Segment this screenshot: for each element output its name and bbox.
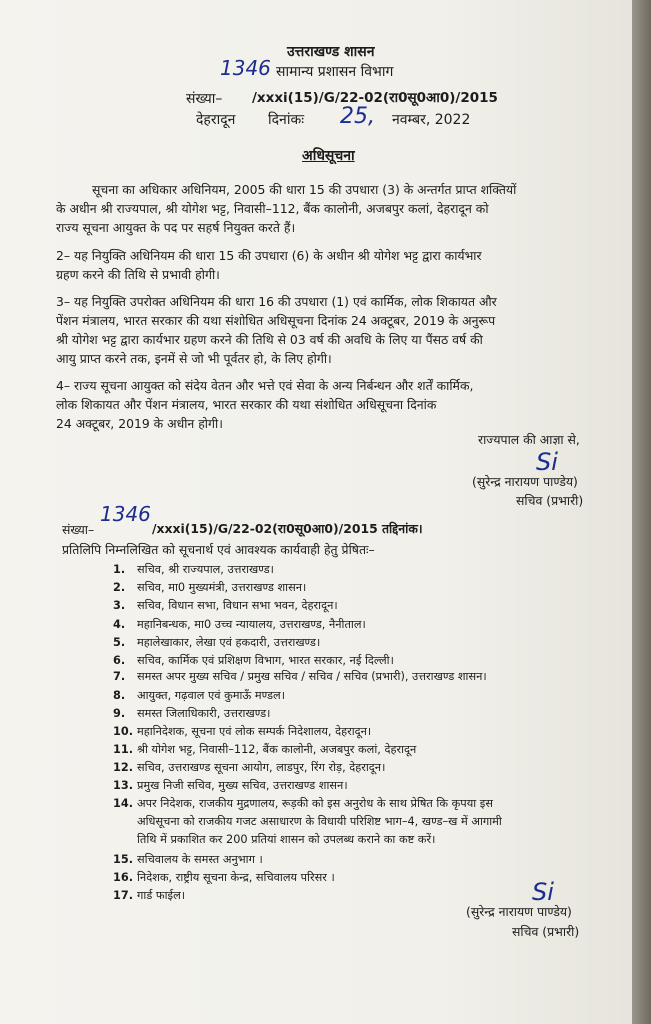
para4-line2: लोक शिकायत और पेंशन मंत्रालय, भारत सरकार की यथा संशोधित अधिसूचना दिनांक [56, 397, 437, 412]
list-item-number: 11. [113, 743, 134, 756]
list-item [113, 580, 306, 595]
signatory-name-2: (सुरेन्द्र नारायण पाण्डेय) [466, 904, 572, 919]
notification-title: अधिसूचना [302, 148, 355, 164]
list-item-number: 8. [113, 689, 126, 702]
list-item [113, 617, 366, 632]
list-item [113, 562, 274, 577]
department-heading: सामान्य प्रशासन विभाग [276, 64, 394, 80]
copy-intro: प्रतिलिपि निम्नलिखित को सूचनार्थ एवं आवश्यक कार्यवाही हेतु प्रेषितः– [62, 542, 375, 557]
list-item-text: सचिव, कार्मिक एवं प्रशिक्षण विभाग, भारत सरकार, नई दिल्ली। [137, 654, 394, 667]
copy-number-label: संख्या– [62, 522, 95, 537]
para3-line4: आयु प्राप्त करने तक, इनमें से जो भी पूर्वतर हो, के लिए होगी। [56, 351, 332, 366]
para2-line1: 2– यह नियुक्ति अधिनियम की धारा 15 की उपधारा (6) के अधीन श्री योगेश भट्ट द्वारा कार्यभार [56, 248, 482, 263]
page-edge [632, 0, 651, 1024]
list-item [113, 635, 320, 650]
signatory-designation: सचिव (प्रभारी) [516, 493, 584, 508]
list-item-number: 15. [113, 853, 134, 866]
list-item-text: तिथि में प्रकाशित कर 200 प्रतियां शासन को उपलब्ध कराने का कष्ट करें। [137, 833, 436, 846]
signatory-name: (सुरेन्द्र नारायण पाण्डेय) [472, 474, 578, 489]
list-item-text: निदेशक, राष्ट्रीय सूचना केन्द्र, सचिवालय परिसर । [137, 871, 335, 884]
list-item-number: 12. [113, 761, 134, 774]
order-number: /xxxi(15)/G/22-02(रा0सू0आ0)/2015 [252, 90, 498, 106]
list-item [113, 796, 493, 811]
copy-order-number: /xxxi(15)/G/22-02(रा0सू0आ0)/2015 तद्दिनांक। [152, 521, 423, 536]
list-item [113, 778, 348, 793]
para4-line1: 4– राज्य सूचना आयुक्त को संदेय वेतन और भत्ते एवं सेवा के अन्य निर्बन्धन और शर्तें कार्मिक, [56, 378, 474, 393]
list-item-text: गार्ड फाईल। [137, 889, 186, 902]
list-item [113, 724, 371, 739]
list-item-number: 16. [113, 871, 134, 884]
list-item-text: सचिव, मा0 मुख्यमंत्री, उत्तराखण्ड शासन। [137, 581, 307, 594]
number-label: संख्या– [186, 91, 223, 107]
list-item-text: सचिवालय के समस्त अनुभाग । [137, 853, 263, 866]
handwritten-date: 25, [340, 104, 375, 129]
list-item-number: 7. [113, 670, 126, 683]
list-item-text: श्री योगेश भट्ट, निवासी–112, बैंक कालोनी, अजबपुर कलां, देहरादून [137, 743, 417, 756]
list-item [113, 852, 263, 867]
list-item-text: सचिव, विधान सभा, विधान सभा भवन, देहरादून। [137, 599, 338, 612]
date-label: दिनांकः [268, 112, 305, 128]
list-item-number: 6. [113, 654, 126, 667]
list-item-text: अधिसूचना को राजकीय गजट असाधारण के विधायी परिशिष्ट भाग–4, खण्ड–ख में आगामी [137, 815, 502, 828]
list-item [113, 669, 487, 684]
list-item-number: 4. [113, 618, 126, 631]
list-item-number: 5. [113, 636, 126, 649]
list-item-number: 17. [113, 889, 134, 902]
para1-line1: सूचना का अधिकार अधिनियम, 2005 की धारा 15 की उपधारा (3) के अन्तर्गत प्राप्त शक्तियों [92, 182, 517, 197]
list-item [113, 706, 270, 721]
para3-line3: श्री योगेश भट्ट द्वारा कार्यभार ग्रहण करने की तिथि से 03 वर्ष की अवधि के लिए या पैंसठ वर्ष की [56, 332, 483, 347]
para4-line3: 24 अक्टूबर, 2019 के अधीन होगी। [56, 416, 223, 431]
list-item-text: सचिव, श्री राज्यपाल, उत्तराखण्ड। [137, 563, 274, 576]
list-item [113, 760, 385, 775]
list-item-number: 9. [113, 707, 126, 720]
list-item-number: 2. [113, 581, 126, 594]
handwritten-copy-number: 1346 [100, 502, 151, 526]
para1-line3: राज्य सूचना आयुक्त के पद पर सहर्ष नियुक्त करते हैं। [56, 220, 296, 235]
list-item [113, 814, 502, 829]
governor-order: राज्यपाल की आज्ञा से, [478, 432, 580, 447]
handwritten-number: 1346 [220, 56, 271, 80]
list-item-text: आयुक्त, गढ़वाल एवं कुमाऊँ मण्डल। [137, 689, 285, 702]
list-item-text: महानिदेशक, सूचना एवं लोक सम्पर्क निदेशालय, देहरादून। [137, 725, 372, 738]
list-item-number: 10. [113, 725, 134, 738]
signature-mark-2: Si [532, 878, 554, 906]
list-item-text: अपर निदेशक, राजकीय मुद्रणालय, रूड़की को इस अनुरोध के साथ प्रेषित कि कृपया इस [137, 797, 493, 810]
place: देहरादून [196, 112, 236, 128]
list-item [113, 688, 285, 703]
list-item [113, 742, 416, 757]
list-item [113, 653, 394, 668]
list-item-number: 13. [113, 779, 134, 792]
list-item-text: प्रमुख निजी सचिव, मुख्य सचिव, उत्तराखण्ड शासन। [137, 779, 348, 792]
list-item-text: समस्त अपर मुख्य सचिव / प्रमुख सचिव / सचिव / सचिव (प्रभारी), उत्तराखण्ड शासन। [137, 670, 487, 683]
list-item-text: सचिव, उत्तराखण्ड सूचना आयोग, लाडपुर, रिंग रोड़, देहरादून। [137, 761, 386, 774]
para1-line2: के अधीन श्री राज्यपाल, श्री योगेश भट्ट, निवासी–112, बैंक कालोनी, अजबपुर कलां, देहरादून को [56, 201, 489, 216]
para3-line1: 3– यह नियुक्ति उपरोक्त अधिनियम की धारा 16 की उपधारा (1) एवं कार्मिक, लोक शिकायत और [56, 294, 497, 309]
signatory-designation-2: सचिव (प्रभारी) [512, 924, 580, 939]
signature-mark: Si [536, 448, 558, 476]
list-item-text: महालेखाकार, लेखा एवं हकदारी, उत्तराखण्ड। [137, 636, 321, 649]
list-item [113, 598, 338, 613]
list-item [113, 870, 335, 885]
list-item-number: 14. [113, 797, 134, 810]
para2-line2: ग्रहण करने की तिथि से प्रभावी होगी। [56, 267, 220, 282]
list-item-number: 1. [113, 563, 126, 576]
list-item-number: 3. [113, 599, 126, 612]
list-item [113, 832, 435, 847]
list-item-text: महानिबन्धक, मा0 उच्च न्यायालय, उत्तराखण्ड, नैनीताल। [137, 618, 366, 631]
list-item [113, 888, 185, 903]
date-month-year: नवम्बर, 2022 [392, 112, 471, 128]
govt-heading: उत्तराखण्ड शासन [287, 44, 375, 60]
para3-line2: पेंशन मंत्रालय, भारत सरकार की यथा संशोधित अधिसूचना दिनांक 24 अक्टूबर, 2019 के अनुरूप [56, 313, 496, 328]
list-item-text: समस्त जिलाधिकारी, उत्तराखण्ड। [137, 707, 271, 720]
